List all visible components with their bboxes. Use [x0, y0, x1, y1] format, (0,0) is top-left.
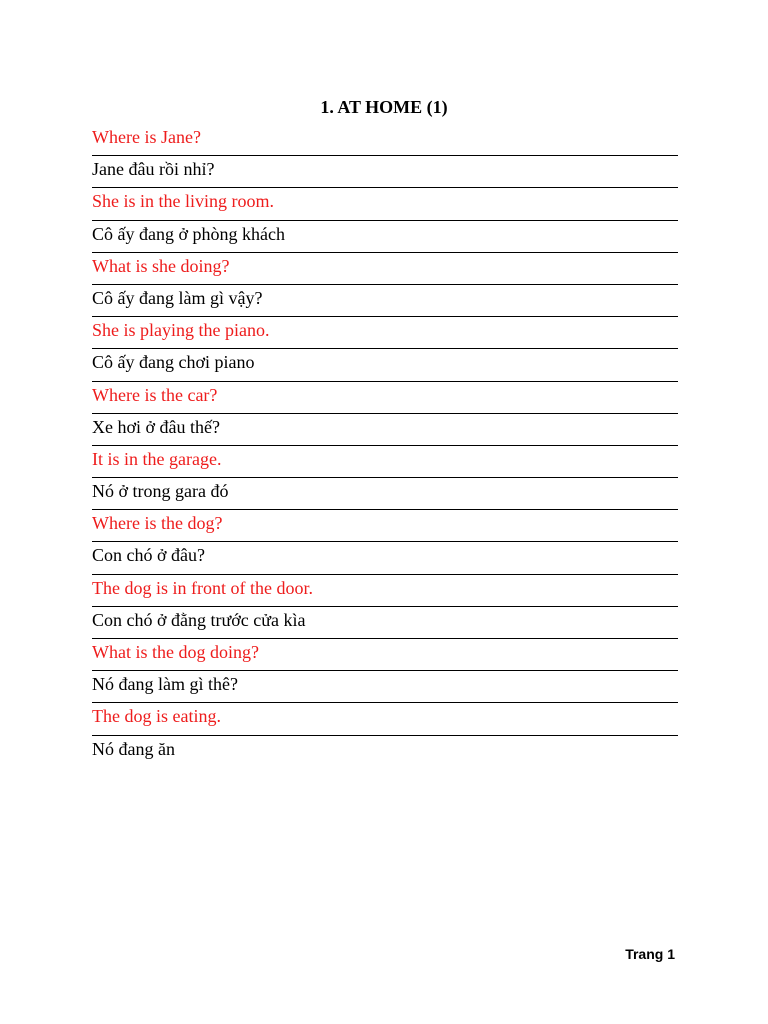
vietnamese-line: Nó đang ăn [92, 738, 175, 759]
english-line: What is she doing? [92, 253, 678, 285]
vietnamese-line: Con chó ở đằng trước cửa kìa [92, 607, 678, 639]
vietnamese-line: Nó đang làm gì thê? [92, 671, 678, 703]
english-line: Where is the dog? [92, 510, 678, 542]
vietnamese-line: Cô ấy đang làm gì vậy? [92, 285, 678, 317]
vietnamese-line: Xe hơi ở đâu thế? [92, 414, 678, 446]
english-line: She is in the living room. [92, 188, 678, 220]
phrase-list [92, 124, 678, 768]
english-line: The dog is eating. [92, 703, 678, 735]
vietnamese-line: Nó ở trong gara đó [92, 478, 678, 510]
english-line: Where is the car? [92, 382, 678, 414]
english-line: The dog is in front of the door. [92, 575, 678, 607]
english-line: What is the dog doing? [92, 639, 678, 671]
english-line: It is in the garage. [92, 446, 678, 478]
vietnamese-line: Cô ấy đang chơi piano [92, 349, 678, 381]
english-line: She is playing the piano. [92, 317, 678, 349]
english-line: Where is Jane? [92, 124, 678, 156]
vietnamese-line: Cô ấy đang ở phòng khách [92, 221, 678, 253]
vietnamese-line: Con chó ở đâu? [92, 542, 678, 574]
page-number: Trang 1 [625, 946, 675, 962]
vietnamese-line: Jane đâu rồi nhỉ? [92, 156, 678, 188]
page-title: 1. AT HOME (1) [320, 97, 448, 117]
